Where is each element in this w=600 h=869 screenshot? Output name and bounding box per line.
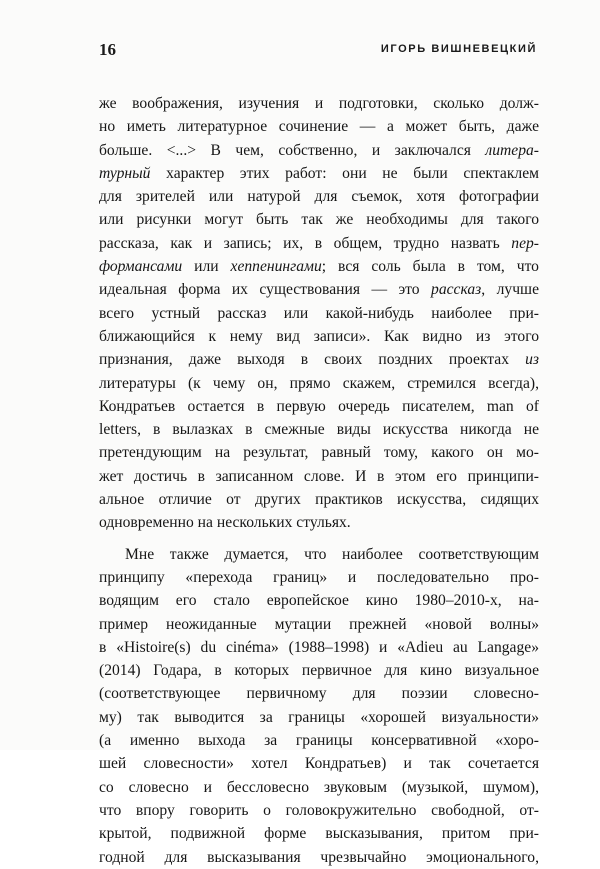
text-line: признания, даже выходя в своих поздних проектах из bbox=[99, 351, 539, 369]
text-line: Кондратьев остается в первую очередь писателем, man of bbox=[99, 397, 539, 415]
paragraph-2 bbox=[99, 543, 539, 869]
text-line: шей словесности» хотел Кондратьев) и так сочетается bbox=[99, 755, 539, 773]
paragraph-1 bbox=[99, 92, 539, 535]
text-line: турный характер этих работ: они не были спектаклем bbox=[99, 164, 539, 182]
text-line: литературы (к чему он, прямо скажем, стремился всегда), bbox=[99, 374, 539, 392]
text-line: Мне также думается, что наиболее соответствующим bbox=[125, 545, 539, 563]
text-line: му) так выводится за границы «хорошей визуальности» bbox=[99, 708, 539, 726]
text-line: (2014) Годара, в которых первичное для кино визуальное bbox=[99, 662, 539, 680]
text-line: для зрителей или натурой для съемок, хотя фотографии bbox=[99, 188, 539, 206]
text-line: идеальная форма их существования — это рассказ, лучше bbox=[99, 281, 539, 299]
body-text bbox=[99, 92, 539, 869]
text-line: принципу «перехода границ» и последовательно про- bbox=[99, 568, 539, 586]
text-line: что впору говорить о головокружительно свободной, от- bbox=[99, 801, 539, 819]
text-line: (а именно выхода за границы консервативной «хоро- bbox=[99, 732, 539, 750]
text-line: годной для высказывания чрезвычайно эмоционального, bbox=[99, 848, 539, 866]
text-line: всего устный рассказ или какой-нибудь наиболее при- bbox=[99, 304, 539, 322]
text-line: крытой, подвижной форме высказывания, притом при- bbox=[99, 825, 539, 843]
text-line: претендующим на результат, равный тому, какого он мо- bbox=[99, 444, 539, 462]
text-line: или рисунки могут быть так же необходимы для такого bbox=[99, 211, 539, 229]
text-line: (соответствующее первичному для поэзии словесно- bbox=[99, 685, 539, 703]
text-line: водящим его стало европейское кино 1980–2010-х, на- bbox=[99, 592, 539, 610]
text-line: ближающийся к нему вид записи». Как видно из этого bbox=[99, 327, 539, 345]
text-line: со словесно и бессловесно звуковым (музыкой, шумом), bbox=[99, 778, 539, 796]
text-line: жет достичь в записанном слове. И в этом его принципи- bbox=[99, 467, 539, 485]
running-head: ИГОРЬ ВИШНЕВЕЦКИЙ bbox=[380, 43, 537, 55]
text-line: пример неожиданные мутации прежней «новой волны» bbox=[99, 615, 539, 633]
text-line: letters, в вылазках в смежные виды искусства никогда не bbox=[99, 421, 539, 439]
text-line: же воображения, изучения и подготовки, сколько долж- bbox=[99, 95, 539, 112]
page-number: 16 bbox=[99, 40, 116, 59]
text-line: больше. <...> В чем, собственно, и заключался литера- bbox=[99, 141, 539, 159]
text-line: альное отличие от других практиков искусства, сидящих bbox=[99, 491, 539, 509]
text-line: одновременно на нескольких стульях. bbox=[99, 514, 351, 532]
text-line: формансами или хеппенингами; вся соль была в том, что bbox=[99, 258, 539, 276]
page-header bbox=[99, 40, 537, 62]
text-line: рассказа, как и запись; их, в общем, трудно назвать пер- bbox=[99, 234, 539, 252]
text-line: в «Histoire(s) du cinéma» (1988–1998) и «Adieu au Langage» bbox=[99, 638, 539, 656]
text-line: но иметь литературное сочинение — а может быть, даже bbox=[99, 118, 539, 136]
